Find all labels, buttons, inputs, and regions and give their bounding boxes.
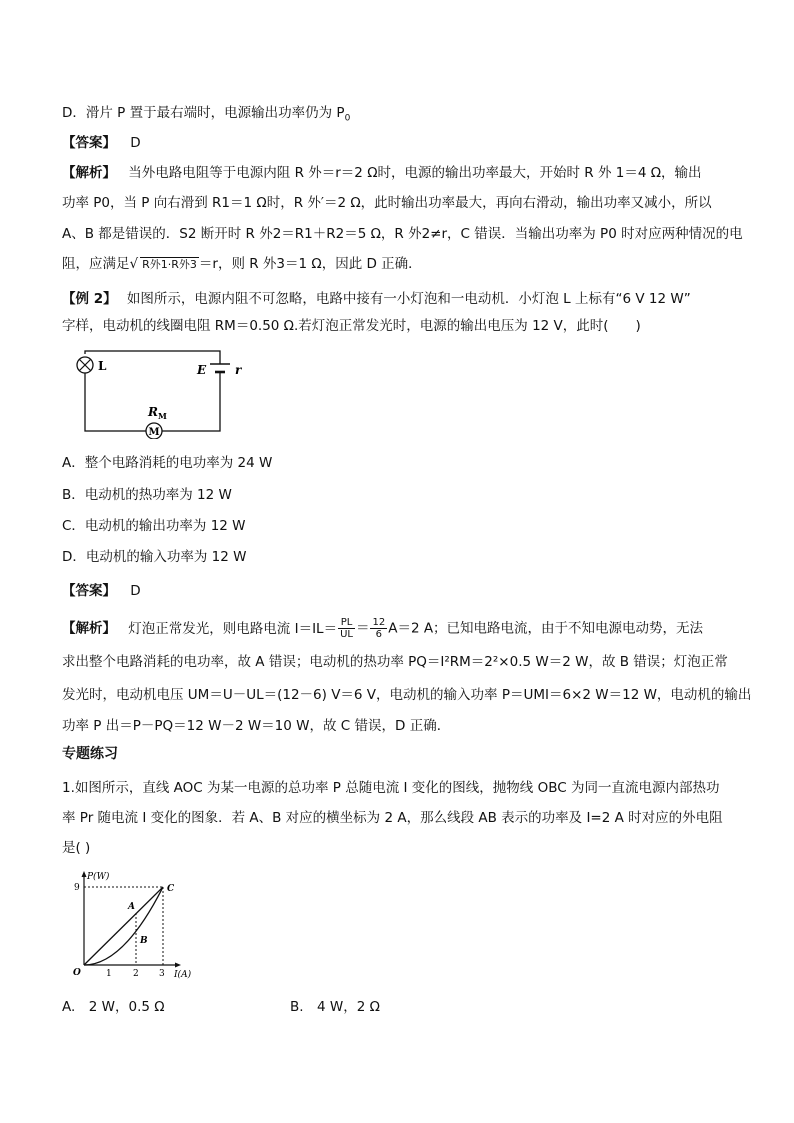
option-subscript: 0 <box>344 113 351 124</box>
option-text: D．滑片 P 置于最右端时，电源输出功率仍为 P <box>62 105 345 121</box>
point-b-label: B <box>140 936 148 946</box>
x-tick-label: 2 <box>133 969 139 979</box>
analysis-line-4 <box>62 254 422 274</box>
value-fraction <box>370 617 387 640</box>
equals-sign: ＝ <box>355 620 370 637</box>
emf-label: E <box>197 363 207 377</box>
internal-resistance-label: r <box>235 363 242 377</box>
sqrt-expression: R外1·R外3 <box>142 258 197 271</box>
question1-option-b: B. 4 W，2 Ω <box>290 999 380 1015</box>
motor-resistance-label: $R_M$ <box>148 405 167 421</box>
total-power-line <box>84 887 163 965</box>
analysis-line-1 <box>62 163 702 183</box>
sqrt-symbol: √ <box>129 256 139 272</box>
example2-analysis-line-2: 求出整个电路消耗的电功率，故 A 错误；电动机的热功率 PQ＝I²RM＝2²×0.5 W＝2 W，故 B 错误；灯泡正常 <box>62 654 728 670</box>
motor-symbol: M <box>148 427 160 438</box>
practice-heading: 专题练习 <box>62 746 118 762</box>
example2-analysis-line-4: 功率 P 出＝P－PQ＝12 W－2 W＝10 W，故 C 错误，D 正确． <box>62 718 451 734</box>
power-fraction <box>338 617 355 640</box>
analysis-text: A＝2 A；已知电路电流，由于不知电源电动势，无法 <box>388 620 704 637</box>
question1-line-2: 率 Pr 随电流 I 变化的图象．若 A、B 对应的横坐标为 2 A，那么线段 AB 表示的功率及 I=2 A 时对应的外电阻 <box>62 810 723 826</box>
fraction-denominator: UL <box>340 629 353 640</box>
analysis-text: ＝r，则 R 外3＝1 Ω，因此 D 正确． <box>198 256 422 272</box>
point-a-label: A <box>128 902 135 912</box>
question1-line-1: 1.如图所示，直线 AOC 为某一电源的总功率 P 总随电流 I 变化的图线，抛物线 OBC 为同一直流电源内部热功 <box>62 780 720 796</box>
example2-line-1 <box>62 289 691 309</box>
x-tick-label: 1 <box>106 969 112 979</box>
analysis-text: 阻，应满足 <box>62 256 130 272</box>
analysis-label: 【解析】 <box>62 620 116 637</box>
example2-analysis-line-1 <box>62 617 703 640</box>
answer-label: 【答案】 <box>62 135 116 151</box>
example2-analysis-line-3: 发光时，电动机电压 UM＝U－UL＝(12－6) V＝6 V，电动机的输入功率 P＝UMI＝6×2 W＝12 W，电动机的输出 <box>62 687 752 703</box>
answer-label: 【答案】 <box>62 583 116 599</box>
x-axis-arrow <box>175 963 181 968</box>
analysis-label: 【解析】 <box>62 165 116 181</box>
example2-label: 【例 2】 <box>62 291 117 307</box>
y-axis-label: P(W) <box>87 872 110 882</box>
option-d-line <box>62 103 350 129</box>
answer-value: D <box>130 135 141 151</box>
question1-line-3: 是( ) <box>62 840 91 856</box>
answer-value: D <box>130 583 141 599</box>
example2-answer-line <box>62 581 141 601</box>
analysis-text: 当外电路电阻等于电源内阻 R 外＝r＝2 Ω时，电源的输出功率最大，开始时 R 外 1＝4 Ω，输出 <box>128 165 702 181</box>
example2-option-d: D．电动机的输入功率为 12 W <box>62 549 247 565</box>
fraction-numerator: 12 <box>372 617 386 628</box>
lamp-label: L <box>98 359 107 373</box>
y-tick-label: 9 <box>74 883 80 893</box>
origin-label: O <box>73 968 81 978</box>
fraction-denominator: 6 <box>375 629 383 640</box>
x-axis-label: I(A) <box>174 970 192 980</box>
analysis-text: 灯泡正常发光，则电路电流 I＝IL＝ <box>128 620 338 637</box>
analysis-line-2: 功率 P0，当 P 向右滑到 R1＝1 Ω时，R 外′＝2 Ω，此时输出功率最大，再向右滑动，输出功率又减小，所以 <box>62 195 712 211</box>
analysis-line-3: A、B 都是错误的．S2 断开时 R 外2＝R1＋R2＝5 Ω，R 外2≠r，C 错误．当输出功率为 P0 时对应两种情况的电 <box>62 226 743 242</box>
circuit-diagram <box>70 344 260 439</box>
example2-stem: 如图所示，电源内阻不可忽略，电路中接有一小灯泡和一电动机．小灯泡 L 上标有“6 V 12 W” <box>126 291 691 307</box>
example2-option-b: B．电动机的热功率为 12 W <box>62 487 232 503</box>
answer-line <box>62 133 141 153</box>
example2-line-2: 字样，电动机的线圈电阻 RM＝0.50 Ω.若灯泡正常发光时，电源的输出电压为 12 V，此时( ) <box>62 318 641 334</box>
x-tick-label: 3 <box>159 969 165 979</box>
fraction-numerator: PL <box>338 617 355 629</box>
point-c-label: C <box>167 884 175 894</box>
y-axis-arrow <box>82 871 87 877</box>
power-current-graph <box>70 868 210 980</box>
question1-option-a: A. 2 W，0.5 Ω <box>62 999 165 1015</box>
example2-option-c: C．电动机的输出功率为 12 W <box>62 518 246 534</box>
example2-option-a: A．整个电路消耗的电功率为 24 W <box>62 455 273 471</box>
